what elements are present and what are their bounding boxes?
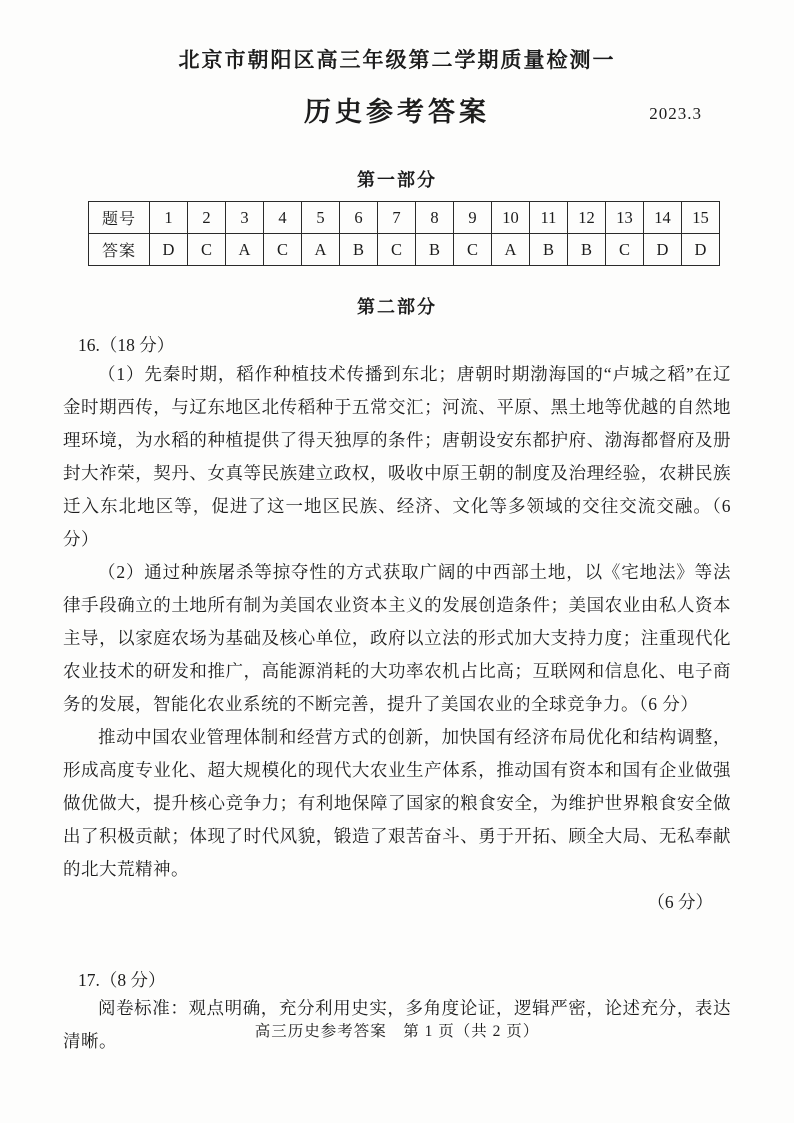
question-number-cell: 3 [226,202,264,234]
question-number-cell: 13 [606,202,644,234]
answer-cell: C [188,234,226,266]
question-number-cell: 5 [302,202,340,234]
question-number-cell: 7 [378,202,416,234]
answer-cell: D [150,234,188,266]
answer-key-title: 历史参考答案 [304,97,490,127]
exam-title: 北京市朝阳区高三年级第二学期质量检测一 [178,48,616,72]
question-number-cell: 15 [682,202,720,234]
answer-cell: C [378,234,416,266]
answers-table [88,201,720,266]
answer-cell: D [682,234,720,266]
title-row [0,90,794,126]
answer-cell: B [530,234,568,266]
question-number-cell: 12 [568,202,606,234]
question-16-label: 16.（18 分） [78,335,175,355]
table-row-answers [89,234,720,266]
answer-cell: C [264,234,302,266]
q16-answer-paragraph-2: （2）通过种族屠杀等掠夺性的方式获取广阔的中西部土地，以《宅地法》等法律手段确立的土地所有制为美国农业资本主义的发展创造条件；美国农业由私人资本主导，以家庭农场为基础及核心单位，政府以立法的形式加大支持力度；注重现代化农业技术的研发和推广，高能源消耗的大功率农机占比高；互联网和信息化、电子商务的发展，智能化农业系统的不断完善，提升了美国农业的全球竞争力。（6 分） [63,562,731,714]
answer-cell: B [568,234,606,266]
answer-cell: B [340,234,378,266]
answer-cell: A [226,234,264,266]
part2-heading: 第二部分 [357,297,437,317]
q16-answer-paragraph-1: （1）先秦时期，稻作种植技术传播到东北；唐朝时期渤海国的“卢城之稻”在辽金时期西传，与辽东地区北传稻种于五常交汇；河流、平原、黑土地等优越的自然地理环境，为水稻的种植提供了得天独厚的条件；唐朝设安东都护府、渤海都督府及册封大祚荣，契丹、女真等民族建立政权，吸收中原王朝的制度及治理经验，农耕民族迁入东北地区等，促进了这一地区民族、经济、文化等多领域的交往交流交融。（6 分） [63,364,731,549]
question-17-label: 17.（8 分） [78,970,166,990]
part1-heading: 第一部分 [357,170,437,190]
question-number-cell: 8 [416,202,454,234]
question-number-cell: 1 [150,202,188,234]
table-row-question-numbers [89,202,720,234]
answer-cell: B [416,234,454,266]
question-number-cell: 14 [644,202,682,234]
question-number-cell: 6 [340,202,378,234]
question-number-cell: 10 [492,202,530,234]
answer-cell: D [644,234,682,266]
q16-answer-paragraph-3: 推动中国农业管理体制和经营方式的创新，加快国有经济布局优化和结构调整，形成高度专业化、超大规模化的现代大农业生产体系，推动国有资本和国有企业做强做优做大，提升核心竞争力；有利地保障了国家的粮食安全，为维护世界粮食安全做出了积极贡献；体现了时代风貌，锻造了艰苦奋斗、勇于开拓、顾全大局、无私奉献的北大荒精神。 [63,727,731,879]
question-number-cell: 4 [264,202,302,234]
question-number-cell: 11 [530,202,568,234]
answer-cell: C [454,234,492,266]
answer-cell: A [302,234,340,266]
answer-cell: C [606,234,644,266]
answer-cell: A [492,234,530,266]
question-number-cell: 2 [188,202,226,234]
row-header-answer: 答案 [89,234,150,266]
page-footer: 高三历史参考答案 第 1 页（共 2 页） [254,1023,540,1040]
q16-score-line: （6 分） [647,892,713,912]
question-number-cell: 9 [454,202,492,234]
exam-date: 2023.3 [649,104,702,123]
row-header-question-number: 题号 [89,202,150,234]
q17-answer-paragraph: 阅卷标准：观点明确，充分利用史实，多角度论证，逻辑严密，论述充分，表达清晰。 [63,998,731,1051]
